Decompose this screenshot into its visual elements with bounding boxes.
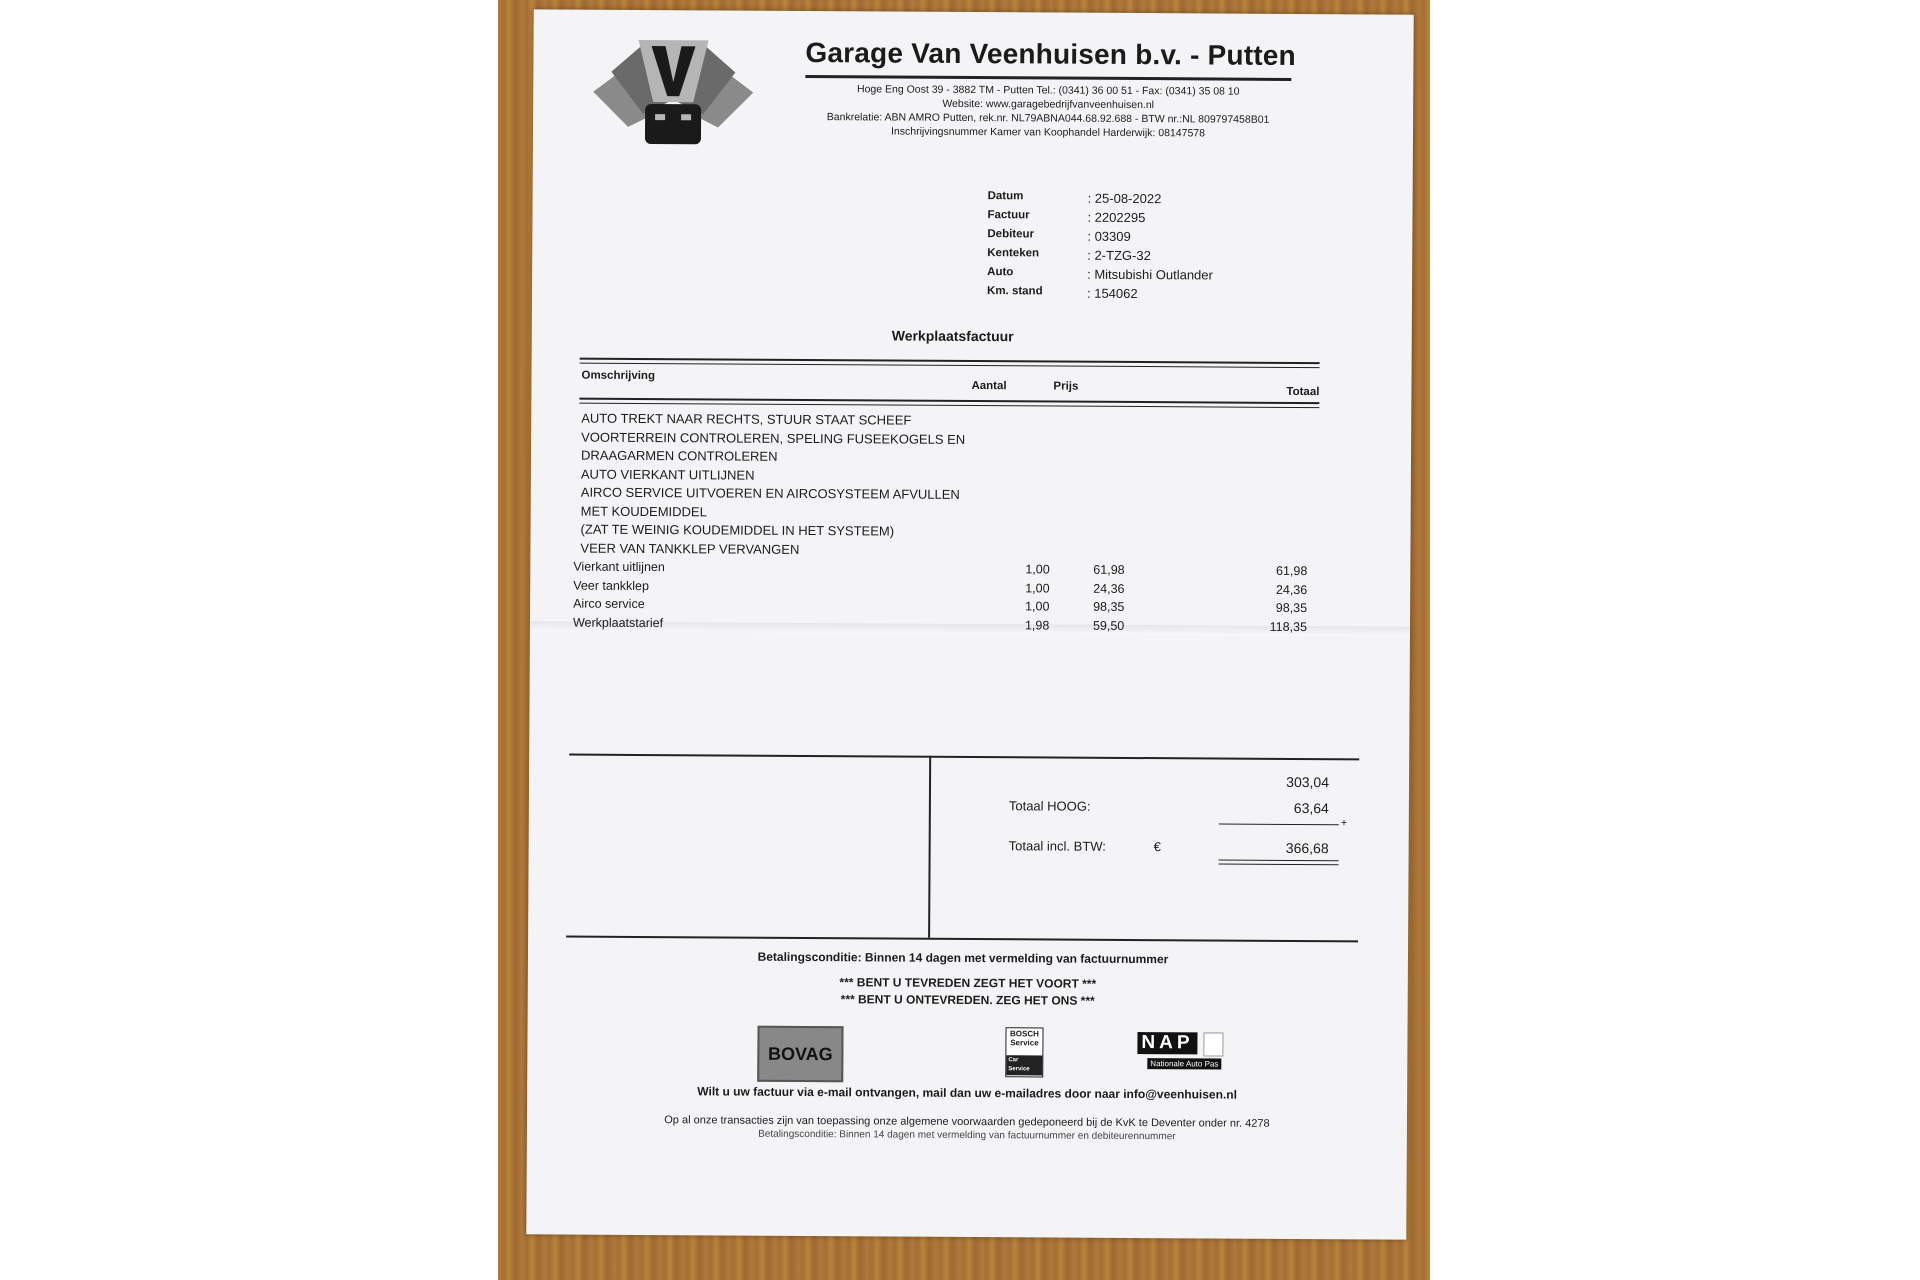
meta-label: Km. stand [987,285,1043,298]
terms-line: Op al onze transacties zijn van toepassing onze algemene voorwaarden gedeponeerd bij de KvK te Deventer onder nr. 4278 [664,1114,1270,1130]
bovag-text: BOVAG [767,1043,833,1064]
meta-row-date [988,190,1214,210]
bosch-text: BOSCH [1010,1029,1039,1039]
item-total: 61,98 [1276,563,1308,579]
description-line: AIRCO SERVICE UITVOEREN EN AIRCOSYSTEEM AFVULLEN [580,484,960,502]
nap-caption: Nationale Auto Pas [1147,1058,1221,1069]
item-price: 98,35 [1093,599,1125,614]
item-quantity: 1,98 [1024,617,1050,632]
meta-row-car [987,266,1213,286]
header-quantity: Aantal [971,380,1007,393]
document-title: Werkplaatsfactuur [891,327,1014,345]
description-line: AUTO TREKT NAAR RECHTS, STUUR STAAT SCHEEF [581,410,912,428]
meta-label: Kenteken [987,247,1040,260]
satisfied-line: *** BENT U TEVREDEN ZEGT HET VOORT *** [839,975,1097,991]
meta-row-plate [987,247,1213,267]
meta-value: : 2-TZG-32 [1087,247,1151,264]
meta-value: : 2202295 [1087,209,1146,226]
kvk-line: Inschrijvingsnummer Kamer van Koophandel Harderwijk: 08147578 [890,125,1206,140]
header-rule [805,75,1291,81]
invoice-sheet [526,9,1413,1239]
description-line: MET KOUDEMIDDEL [580,503,707,519]
double-rule-2 [1219,864,1339,866]
meta-row-invoice [987,209,1213,229]
item-name: Airco service [573,596,645,612]
nap-logo [1137,1032,1237,1077]
item-name: Werkplaatstarief [572,615,664,630]
description-line: DRAAGARMEN CONTROLEREN [580,447,778,464]
line-items [572,559,1308,638]
grand-total-label: Totaal incl. BTW: [1008,838,1106,854]
header-total: Totaal [1286,385,1320,399]
double-rule-1 [1219,860,1339,862]
meta-value: : Mitsubishi Outlander [1087,266,1213,283]
bosch-service-text: Service [1010,1038,1039,1048]
nap-blank-square [1203,1032,1223,1056]
item-total: 118,35 [1269,619,1308,634]
line-item-row [572,615,1308,638]
item-quantity: 1,00 [1025,599,1050,614]
bosch-car-service-text: Car Service [1006,1055,1042,1075]
website-line: Website: www.garagebedrijfvanveenhuisen.nl [942,97,1155,112]
item-quantity: 1,00 [1025,562,1050,577]
meta-row-mileage [987,285,1213,305]
address-line: Hoge Eng Oost 39 - 3882 TM - Putten Tel.: (0341) 36 00 51 - Fax: (0341) 35 08 10 [856,83,1240,98]
payment-condition-secondary: Betalingsconditie: Binnen 14 dagen met vermelding van factuurnummer en debiteurennummer [758,1128,1176,1143]
company-logo-icon [583,32,764,153]
payment-condition: Betalingsconditie: Binnen 14 dagen met vermelding van factuurnummer [757,949,1169,967]
vat-value: 63,64 [1293,799,1329,817]
bovag-logo [757,1026,843,1083]
subtotal-value: 303,04 [1286,773,1330,791]
bank-line: Bankrelatie: ABN AMRO Putten, rek.nr. NL79ABNA044.68.92.688 - BTW nr.:NL 809797458B01 [826,111,1270,126]
totals-top-rule [569,754,1359,761]
meta-row-debtor [987,228,1213,248]
description-line: (ZAT TE WEINIG KOUDEMIDDEL IN HET SYSTEEM) [580,521,895,539]
item-name: Veer tankklep [573,578,650,593]
bosch-service-logo [1005,1027,1043,1077]
header-price: Prijs [1053,380,1079,393]
description-line: AUTO VIERKANT UITLIJNEN [580,466,755,483]
item-quantity: 1,00 [1025,580,1050,595]
meta-value: : 25-08-2022 [1087,190,1162,207]
item-total: 24,36 [1275,582,1308,597]
item-total: 98,35 [1275,600,1308,616]
meta-label: Datum [987,190,1024,203]
plus-sign: + [1340,817,1348,830]
grand-total-value: 366,68 [1285,839,1329,857]
meta-label: Auto [987,266,1014,279]
item-price: 59,50 [1092,618,1125,633]
meta-label: Debiteur [987,228,1035,241]
vat-label: Totaal HOOG: [1008,798,1091,814]
totals-bottom-rule [566,936,1358,943]
item-price: 61,98 [1093,562,1125,577]
nap-letters: NAP [1137,1032,1197,1054]
header-description: Omschrijving [581,369,656,383]
meta-value: : 154062 [1086,285,1138,302]
company-name: Garage Van Veenhuisen b.v. - Putten [805,36,1296,71]
meta-value: : 03309 [1087,228,1131,244]
description-line: VEER VAN TANKKLEP VERVANGEN [580,540,800,557]
invoice-meta [987,190,1213,305]
meta-label: Factuur [987,209,1030,222]
description-line: VOORTERREIN CONTROLEREN, SPELING FUSEEKOGELS EN [581,429,966,447]
work-description [580,410,965,560]
unsatisfied-line: *** BENT U ONTEVREDEN. ZEG HET ONS *** [840,992,1095,1008]
currency-symbol: € [1153,839,1161,855]
item-name: Vierkant uitlijnen [573,559,665,575]
item-price: 24,36 [1093,581,1125,596]
totals-divider [928,756,931,938]
email-line: Wilt u uw factuur via e-mail ontvangen, mail dan uw e-mailadres door naar info@veenhuisen.nl [697,1084,1238,1102]
sum-rule [1219,824,1339,826]
